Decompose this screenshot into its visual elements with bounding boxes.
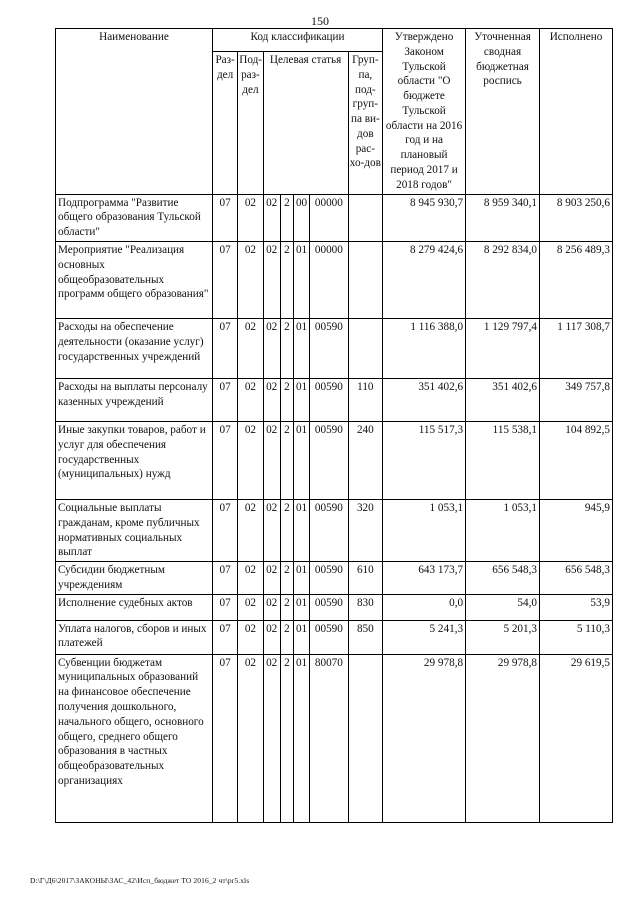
row-section: 07 (212, 562, 237, 595)
table-row (56, 562, 613, 595)
row-target-2: 2 (280, 378, 293, 421)
row-section: 07 (212, 654, 237, 822)
header-executed: Исполнено (540, 29, 613, 195)
row-expense-group (348, 318, 382, 378)
row-executed: 8 903 250,6 (540, 194, 613, 241)
table-row (56, 318, 613, 378)
budget-table (55, 28, 613, 823)
row-executed: 656 548,3 (540, 562, 613, 595)
row-name: Социальные выплаты гражданам, кроме публичных нормативных социальных выплат (56, 499, 213, 561)
row-target-1: 02 (263, 499, 280, 561)
row-executed: 104 892,5 (540, 421, 613, 499)
table-row (56, 620, 613, 654)
row-target-1: 02 (263, 654, 280, 822)
row-subsection: 02 (238, 594, 263, 620)
row-approved: 115 517,3 (383, 421, 466, 499)
row-name: Подпрограмма "Развитие общего образования Тульской области" (56, 194, 213, 241)
row-target-4: 00590 (310, 620, 348, 654)
row-section: 07 (212, 318, 237, 378)
row-target-3: 01 (293, 654, 309, 822)
row-name: Субсидии бюджетным учреждениям (56, 562, 213, 595)
header-refined: Уточненная сводная бюджетная роспись (466, 29, 540, 195)
row-target-2: 2 (280, 318, 293, 378)
row-executed: 5 110,3 (540, 620, 613, 654)
row-expense-group: 610 (348, 562, 382, 595)
row-refined: 5 201,3 (466, 620, 540, 654)
row-target-2: 2 (280, 654, 293, 822)
row-target-3: 01 (293, 594, 309, 620)
row-subsection: 02 (238, 620, 263, 654)
row-name: Уплата налогов, сборов и иных платежей (56, 620, 213, 654)
row-expense-group (348, 194, 382, 241)
row-target-1: 02 (263, 194, 280, 241)
row-section: 07 (212, 194, 237, 241)
row-target-1: 02 (263, 241, 280, 318)
row-section: 07 (212, 378, 237, 421)
table-row (56, 194, 613, 241)
row-approved: 8 279 424,6 (383, 241, 466, 318)
row-target-2: 2 (280, 421, 293, 499)
table-row (56, 241, 613, 318)
row-expense-group: 240 (348, 421, 382, 499)
row-executed: 1 117 308,7 (540, 318, 613, 378)
row-target-2: 2 (280, 620, 293, 654)
row-approved: 29 978,8 (383, 654, 466, 822)
row-expense-group (348, 241, 382, 318)
row-refined: 1 053,1 (466, 499, 540, 561)
row-expense-group: 320 (348, 499, 382, 561)
row-expense-group: 830 (348, 594, 382, 620)
row-target-2: 2 (280, 594, 293, 620)
row-target-1: 02 (263, 421, 280, 499)
row-approved: 8 945 930,7 (383, 194, 466, 241)
row-target-3: 00 (293, 194, 309, 241)
row-expense-group: 850 (348, 620, 382, 654)
row-target-4: 00590 (310, 378, 348, 421)
row-approved: 5 241,3 (383, 620, 466, 654)
row-target-4: 00000 (310, 194, 348, 241)
row-section: 07 (212, 594, 237, 620)
row-target-1: 02 (263, 318, 280, 378)
row-target-1: 02 (263, 378, 280, 421)
row-target-3: 01 (293, 318, 309, 378)
row-name: Мероприятие "Реализация основных общеобразовательных программ общего образования" (56, 241, 213, 318)
row-target-1: 02 (263, 620, 280, 654)
row-name: Субвенции бюджетам муниципальных образований на финансовое обеспечение получения дошкольного, начального общего, основного общего, среднего общего образования в частных общеобразовательных организациях (56, 654, 213, 822)
header-code: Код классификации (212, 29, 382, 52)
header-subsection: Под-раз-дел (238, 52, 263, 195)
row-target-3: 01 (293, 421, 309, 499)
header-group: Груп-па, под-груп-па ви-дов рас-хо-дов (348, 52, 382, 195)
row-target-4: 80070 (310, 654, 348, 822)
header-name: Наименование (56, 29, 213, 195)
row-refined: 8 959 340,1 (466, 194, 540, 241)
row-subsection: 02 (238, 499, 263, 561)
row-subsection: 02 (238, 318, 263, 378)
row-target-4: 00590 (310, 594, 348, 620)
row-section: 07 (212, 421, 237, 499)
footer-file-path: D:\Г\Д6\2017\ЗАКОНЫ\ЗАС_42\Исп_бюджет ТО 2016_2 чт\pr5.xls (30, 876, 250, 885)
table-row (56, 421, 613, 499)
row-approved: 1 053,1 (383, 499, 466, 561)
row-target-3: 01 (293, 620, 309, 654)
table-row (56, 378, 613, 421)
row-executed: 29 619,5 (540, 654, 613, 822)
page-number: 150 (311, 14, 329, 28)
row-target-2: 2 (280, 194, 293, 241)
row-expense-group (348, 654, 382, 822)
table-row (56, 499, 613, 561)
row-approved: 0,0 (383, 594, 466, 620)
row-subsection: 02 (238, 562, 263, 595)
row-target-2: 2 (280, 241, 293, 318)
row-target-4: 00590 (310, 318, 348, 378)
row-name: Иные закупки товаров, работ и услуг для обеспечения государственных (муниципальных) нужд (56, 421, 213, 499)
row-target-2: 2 (280, 562, 293, 595)
row-refined: 656 548,3 (466, 562, 540, 595)
row-name: Исполнение судебных актов (56, 594, 213, 620)
row-approved: 1 116 388,0 (383, 318, 466, 378)
row-section: 07 (212, 499, 237, 561)
row-target-3: 01 (293, 499, 309, 561)
row-expense-group: 110 (348, 378, 382, 421)
row-approved: 351 402,6 (383, 378, 466, 421)
row-subsection: 02 (238, 194, 263, 241)
row-target-2: 2 (280, 499, 293, 561)
row-name: Расходы на обеспечение деятельности (оказание услуг) государственных учреждений (56, 318, 213, 378)
row-subsection: 02 (238, 241, 263, 318)
header-target: Целевая статья (263, 52, 348, 195)
row-approved: 643 173,7 (383, 562, 466, 595)
header-approved: Утверждено Законом Тульской области "О бюджете Тульской области на 2016 год и на плановый период 2017 и 2018 годов" (383, 29, 466, 195)
table-row (56, 594, 613, 620)
row-executed: 945,9 (540, 499, 613, 561)
row-refined: 351 402,6 (466, 378, 540, 421)
row-target-1: 02 (263, 562, 280, 595)
row-refined: 8 292 834,0 (466, 241, 540, 318)
row-refined: 29 978,8 (466, 654, 540, 822)
row-target-4: 00590 (310, 562, 348, 595)
row-target-3: 01 (293, 241, 309, 318)
table-row (56, 654, 613, 822)
row-name: Расходы на выплаты персоналу казенных учреждений (56, 378, 213, 421)
row-target-3: 01 (293, 562, 309, 595)
row-section: 07 (212, 620, 237, 654)
row-executed: 8 256 489,3 (540, 241, 613, 318)
row-refined: 1 129 797,4 (466, 318, 540, 378)
row-target-4: 00000 (310, 241, 348, 318)
row-subsection: 02 (238, 654, 263, 822)
row-executed: 53,9 (540, 594, 613, 620)
row-refined: 115 538,1 (466, 421, 540, 499)
row-executed: 349 757,8 (540, 378, 613, 421)
row-target-3: 01 (293, 378, 309, 421)
row-section: 07 (212, 241, 237, 318)
row-target-4: 00590 (310, 421, 348, 499)
row-subsection: 02 (238, 421, 263, 499)
row-subsection: 02 (238, 378, 263, 421)
row-refined: 54,0 (466, 594, 540, 620)
row-target-4: 00590 (310, 499, 348, 561)
row-target-1: 02 (263, 594, 280, 620)
header-section: Раз-дел (212, 52, 237, 195)
